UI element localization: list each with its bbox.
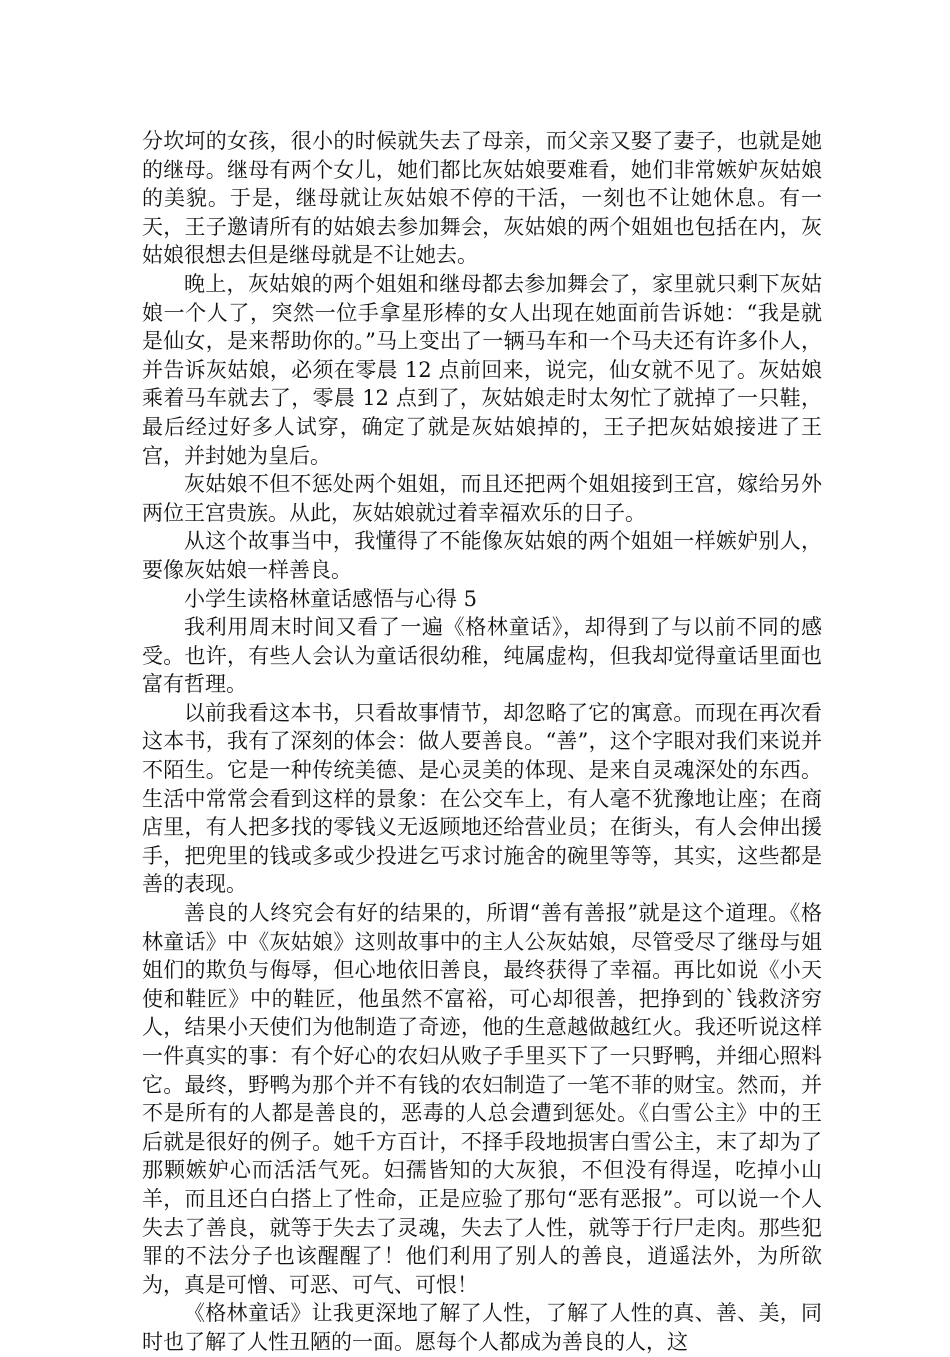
paragraph: 善良的人终究会有好的结果的，所谓“善有善报”就是这个道理。《格林童话》中《灰姑娘》这则故事中的主人公灰姑娘，尽管受尽了继母与姐姐们的欺负与侮辱，但心地依旧善良，最终获得了幸福。再比如说《小天使和鞋匠》中的鞋匠，他虽然不富裕，可心却很善，把挣到的`钱救济穷人，结果小天使们为他制造了奇迹，他的生意越做越红火。我还听说这样一件真实的事：有个好心的农妇从败子手里买下了一只野鸭，并细心照料它。最终，野鸭为那个并不有钱的农妇制造了一笔不菲的财宝。然而，并不是所有的人都是善良的，恶毒的人总会遭到惩处。《白雪公主》中的王后就是很好的例子。她千方百计，不择手段地损害白雪公主，末了却为了那颗嫉妒心而活活气死。妇孺皆知的大灰狼，不但没有得逞，吃掉小山羊，而且还白白搭上了性命，正是应验了那句“恶有恶报”。可以说一个人失去了善良，就等于失去了灵魂，失去了人性，就等于行尸走肉。那些犯罪的不法分子也该醒醒了！他们利用了别人的善良，逍遥法外，为所欲为，真是可憎、可恶、可气、可恨！ [142,901,822,1297]
paragraph: 灰姑娘不但不惩处两个姐姐，而且还把两个姐姐接到王宫，嫁给另外两位王宫贵族。从此，灰姑娘就过着幸福欢乐的日子。 [142,472,822,525]
document-page [142,127,822,1357]
paragraph: 晚上，灰姑娘的两个姐姐和继母都去参加舞会了，家里就只剩下灰姑娘一个人了，突然一位手拿星形棒的女人出现在她面前告诉她：“我是就是仙女，是来帮助你的。”马上变出了一辆马车和一个马夫还有许多仆人，并告诉灰姑娘，必须在零晨 12 点前回来，说完，仙女就不见了。灰姑娘乘着马车就去了，零晨 12 点到了，灰姑娘走时太匆忙了就掉了一只鞋，最后经过好多人试穿，确定了就是灰姑娘掉的，王子把灰姑娘接进了王宫，并封她为皇后。 [142,271,822,468]
paragraph: 以前我看这本书，只看故事情节，却忽略了它的寓意。而现在再次看这本书，我有了深刻的体会：做人要善良。“善”，这个字眼对我们来说并不陌生。它是一种传统美德、是心灵美的体现、是来自灵魂深处的东西。生活中常常会看到这样的景象：在公交车上，有人毫不犹豫地让座；在商店里，有人把多找的零钱义无返顾地还给营业员；在街头，有人会伸出援手，把兜里的钱或多或少投进乞丐求讨施舍的碗里等等，其实，这些都是善的表现。 [142,700,822,897]
section-heading: 小学生读格林童话感悟与心得 5 [184,586,478,611]
paragraph-continued: 分坎坷的女孩，很小的时候就失去了母亲，而父亲又娶了妻子，也就是她的继母。继母有两个女儿，她们都比灰姑娘要难看，她们非常嫉妒灰姑娘的美貌。于是，继母就让灰姑娘不停的干活，一刻也不让她休息。有一天，王子邀请所有的姑娘去参加舞会，灰姑娘的两个姐姐也包括在内，灰姑娘很想去但是继母就是不让她去。 [142,129,822,268]
paragraph: 我利用周末时间又看了一遍《格林童话》，却得到了与以前不同的感受。也许，有些人会认为童话很幼稚，纯属虚构，但我却觉得童话里面也富有哲理。 [142,615,822,697]
paragraph: 从这个故事当中，我懂得了不能像灰姑娘的两个姐姐一样嫉妒别人，要像灰姑娘一样善良。 [142,529,822,582]
paragraph: 《格林童话》让我更深地了解了人性，了解了人性的真、善、美，同时也了解了人性丑陋的一面。愿每个人都成为善良的人，这 [142,1301,822,1354]
